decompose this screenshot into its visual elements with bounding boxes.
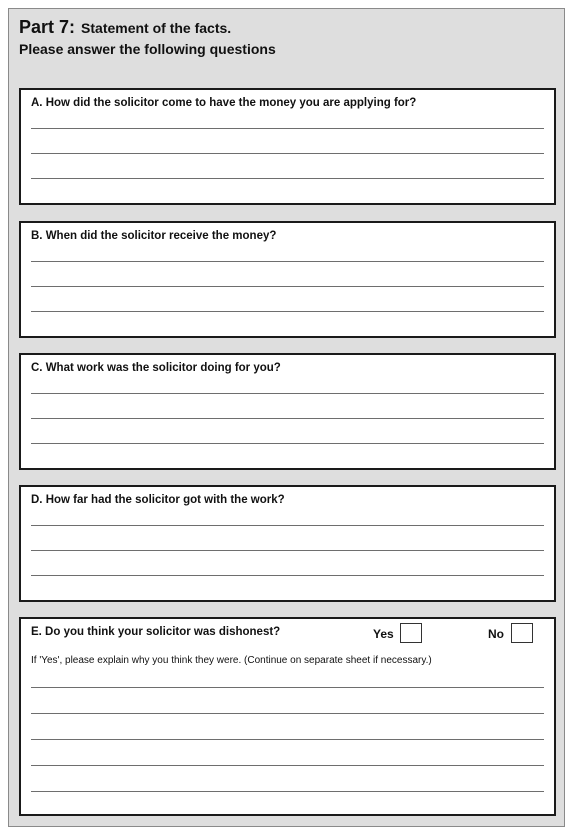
answer-line[interactable] [31, 393, 544, 394]
answer-line[interactable] [31, 791, 544, 792]
form-page [8, 8, 565, 827]
answer-line[interactable] [31, 286, 544, 287]
answer-line[interactable] [31, 550, 544, 551]
no-label: No [488, 627, 504, 641]
form-header [19, 17, 276, 57]
question-box-d [19, 485, 556, 602]
answer-line[interactable] [31, 311, 544, 312]
question-box-e [19, 617, 556, 816]
answer-line[interactable] [31, 153, 544, 154]
answer-line[interactable] [31, 178, 544, 179]
answer-line[interactable] [31, 261, 544, 262]
question-box-a [19, 88, 556, 205]
instruction-text: Please answer the following questions [19, 41, 276, 57]
question-label-a: A. How did the solicitor come to have the money you are applying for? [31, 97, 417, 109]
part-number: Part 7: [19, 17, 76, 37]
no-checkbox[interactable] [511, 623, 533, 643]
question-label-b: B. When did the solicitor receive the money? [31, 230, 277, 242]
header-title-row [19, 17, 276, 38]
answer-line[interactable] [31, 443, 544, 444]
answer-line[interactable] [31, 713, 544, 714]
answer-line[interactable] [31, 575, 544, 576]
answer-line[interactable] [31, 765, 544, 766]
question-box-c [19, 353, 556, 470]
answer-line[interactable] [31, 525, 544, 526]
answer-line[interactable] [31, 418, 544, 419]
yes-checkbox[interactable] [400, 623, 422, 643]
question-label-c: C. What work was the solicitor doing for you? [31, 362, 281, 374]
question-label-e: E. Do you think your solicitor was dishonest? [31, 626, 281, 638]
yes-label: Yes [373, 627, 394, 641]
answer-line[interactable] [31, 739, 544, 740]
explain-instruction: If 'Yes', please explain why you think they were. (Continue on separate sheet if necessary.) [31, 655, 432, 666]
question-box-b [19, 221, 556, 338]
part-title: Statement of the facts. [81, 20, 232, 36]
answer-line[interactable] [31, 128, 544, 129]
question-label-d: D. How far had the solicitor got with the work? [31, 494, 285, 506]
answer-line[interactable] [31, 687, 544, 688]
